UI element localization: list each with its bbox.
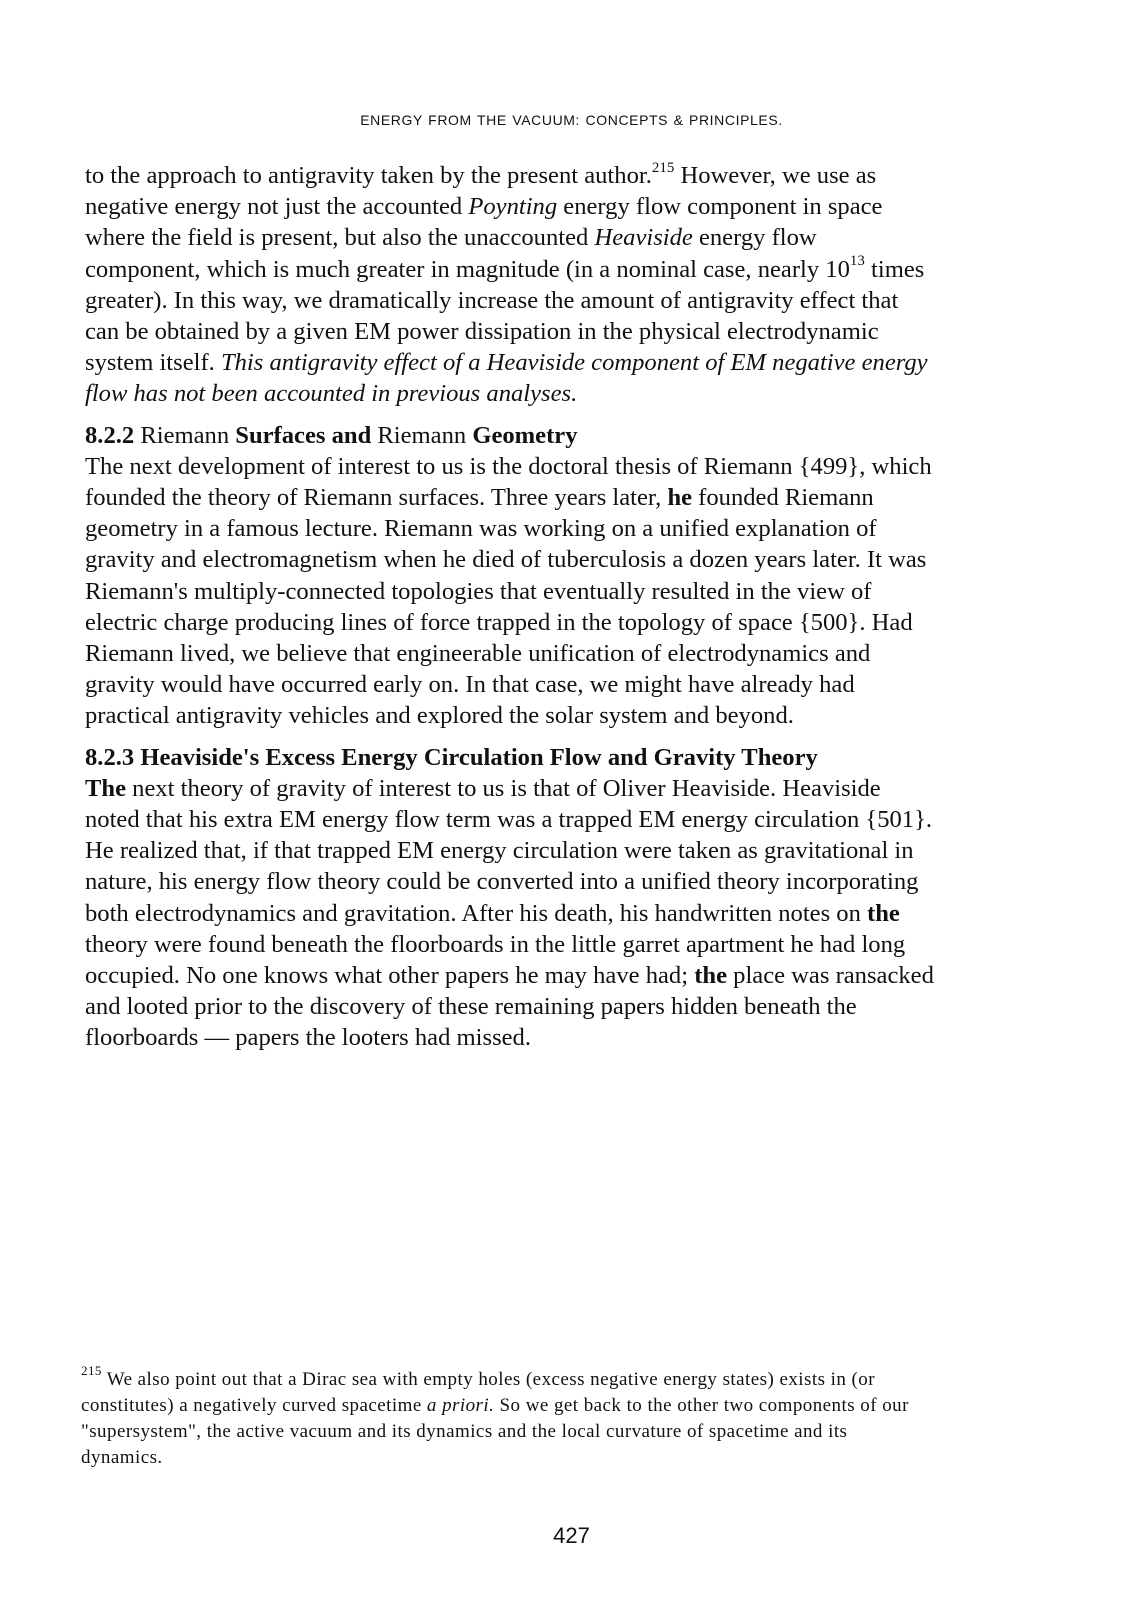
- poynting-term: Poynting: [468, 193, 558, 221]
- intro-paragraph: to the approach to antigravity taken by the present author.$^{215}$ However, we use as negative energy not just the accounted Poynting energy flow component in space where the field is present, but also the unaccounted Heaviside energy flow component, which is much greater in magnitude (in a nominal case, nearly $10^{13}$ times greater). In this way, we dramatically increase the amount of antigravity effect that can be obtained by a given EM power dissipation in the physical electrodynamic system itself. This antigravity effect of a Heaviside component of EM negative energy flow has not been accounted in previous analyses.: [85, 159, 928, 408]
- heaviside-term: Heaviside: [594, 224, 693, 252]
- footnote: $^{215}$ We also point out that a Dirac sea with empty holes (excess negative energy states) exists in (or constitutes) a negatively curved spacetime a priori. So we get back to the other two components of our "supersystem", the active vacuum and its dynamics and the local curvature of spacetime and its dynamics.: [81, 1362, 909, 1468]
- section-heading-8-2-2: 8.2.2 Riemann Surfaces and Riemann Geometry: [85, 421, 578, 449]
- footnote-reference[interactable]: 215: [651, 159, 675, 176]
- running-header: ENERGY FROM THE VACUUM: CONCEPTS & PRINCIPLES.: [360, 112, 783, 128]
- section-8-2-3-paragraph: The next theory of gravity of interest to us is that of Oliver Heaviside. Heaviside noted that his extra EM energy flow term was a trapped EM energy circulation {501}. He realized that, if that trapped EM energy circulation were taken as gravitational in nature, his energy flow theory could be converted into a unified theory incorporating both electrodynamics and gravitation. After his death, his handwritten notes on the theory were found beneath the floorboards in the little garret apartment he had long occupied. No one knows what other papers he may have had; the place was ransacked and looted prior to the discovery of these remaining papers hidden beneath the floorboards — papers the looters had missed.: [85, 774, 934, 1052]
- body-text: [85, 160, 935, 1054]
- page-number: 427: [553, 1523, 590, 1548]
- footnote-number: 215: [81, 1362, 102, 1378]
- section-8-2-2-paragraph: The next development of interest to us is the doctoral thesis of Riemann {499}, which founded the theory of Riemann surfaces. Three years later, he founded Riemann geometry in a famous lecture. Riemann was working on a unified explanation of gravity and electromagnetism when he died of tuberculosis a dozen years later. It was Riemann's multiply-connected topologies that eventually resulted in the view of electric charge producing lines of force trapped in the topology of space {500}. Had Riemann lived, we believe that engineerable unification of electrodynamics and gravity would have occurred early on. In that case, we might have already had practical antigravity vehicles and explored the solar system and beyond.: [85, 452, 932, 730]
- a-priori: a priori.: [426, 1395, 495, 1416]
- exponent: 13: [849, 253, 865, 270]
- italic-conclusion: This antigravity effect of a Heaviside component of EM negative energy flow has not been accounted in previous analyses.: [85, 349, 928, 408]
- section-heading-8-2-3: 8.2.3 Heaviside's Excess Energy Circulation Flow and Gravity Theory: [85, 743, 818, 771]
